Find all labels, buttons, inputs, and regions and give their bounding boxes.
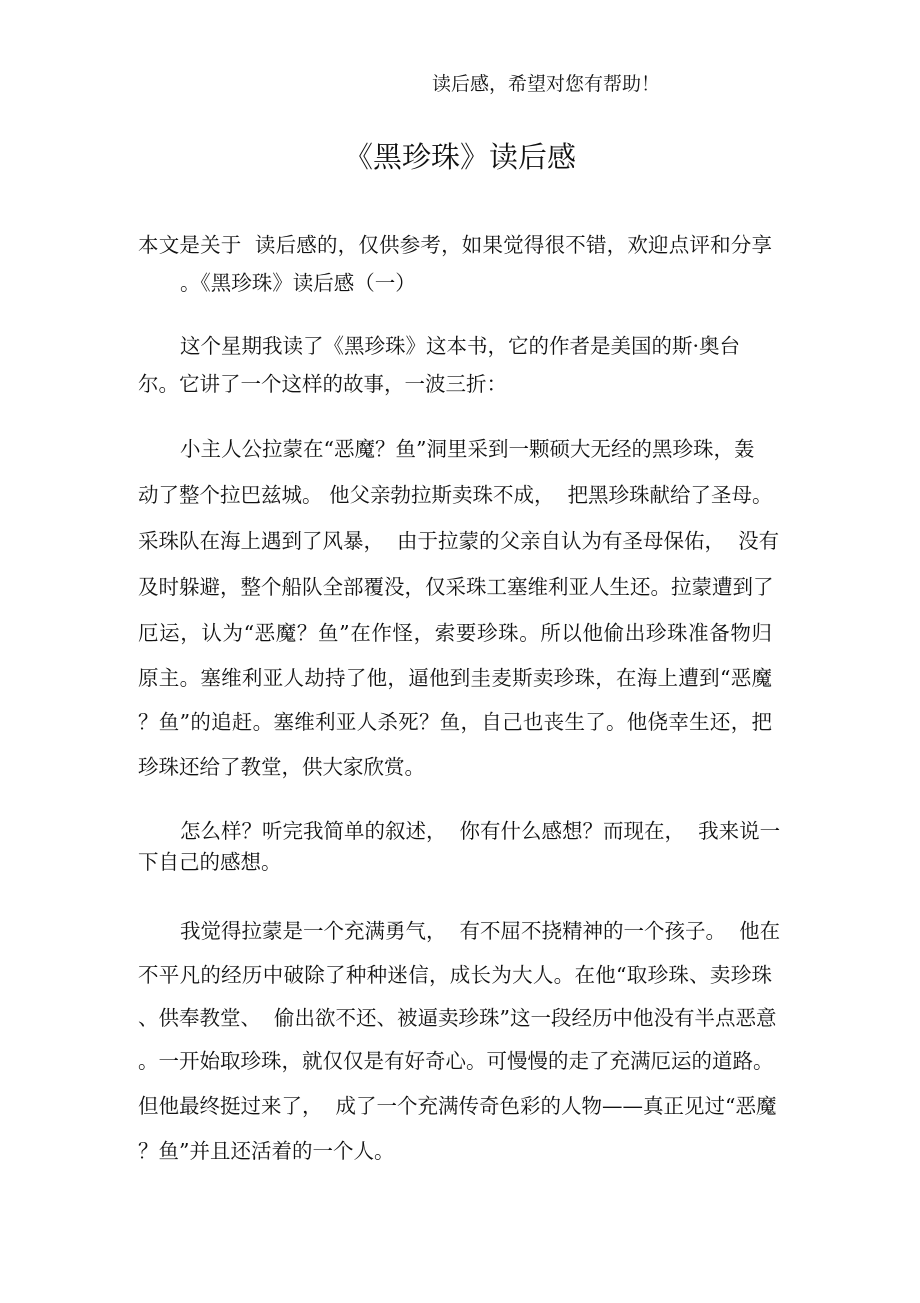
text-line: 。《黑珍珠》读后感（一） bbox=[180, 271, 416, 295]
text-line: 、供奉教堂、 偷出欲不还、被逼卖珍珠”这一段经历中他没有半点恶意 bbox=[138, 1006, 777, 1030]
text-line: 但他最终挺过来了， 成了一个充满传奇色彩的人物——真正见过“恶魔 bbox=[138, 1094, 777, 1118]
text-line: 我觉得拉蒙是一个充满勇气， 有不屈不挠精神的一个孩子。 他在 bbox=[180, 919, 781, 943]
text-line: ？鱼”的追赶。塞维利亚人杀死？鱼，自己也丧生了。他侥幸生还，把 bbox=[138, 710, 772, 734]
text-line: 这个星期我读了《黑珍珠》这本书，它的作者是美国的斯·奥台 bbox=[180, 334, 741, 358]
text-line: 厄运，认为“恶魔？鱼”在作怪，索要珍珠。所以他偷出珍珠准备物归 bbox=[138, 621, 772, 645]
text-line: 珍珠还给了教堂，供大家欣赏。 bbox=[138, 755, 425, 779]
text-line: 原主。塞维利亚人劫持了他，逼他到圭麦斯卖珍珠，在海上遭到“恶魔 bbox=[138, 666, 772, 690]
page-header: 读后感，希望对您有帮助！ bbox=[432, 73, 661, 95]
text-line: 及时躲避，整个船队全部覆没，仅采珠工塞维利亚人生还。拉蒙遭到了 bbox=[138, 575, 774, 599]
text-line: 怎么样？听完我简单的叙述， 你有什么感想？而现在， 我来说一 bbox=[180, 819, 781, 843]
document-title: 《黑珍珠》读后感 bbox=[343, 140, 576, 174]
text-line: 下自己的感想。 bbox=[138, 850, 282, 874]
text-line: 采珠队在海上遇到了风暴， 由于拉蒙的父亲自认为有圣母保佑， 没有 bbox=[138, 529, 780, 553]
text-line: 尔。它讲了一个这样的故事，一波三折： bbox=[138, 372, 507, 396]
text-line: 小主人公拉蒙在“恶魔？鱼”洞里采到一颗硕大无经的黑珍珠，轰 bbox=[180, 437, 755, 461]
text-line: 本文是关于 读后感的，仅供参考，如果觉得很不错，欢迎点评和分享 bbox=[138, 233, 772, 257]
text-line: ？鱼”并且还活着的一个人。 bbox=[138, 1139, 395, 1163]
text-line: 不平凡的经历中破除了种种迷信，成长为大人。在他“取珍珠、卖珍珠 bbox=[138, 963, 772, 987]
text-line: 。一开始取珍珠，就仅仅是有好奇心。可慢慢的走了充满厄运的道路。 bbox=[138, 1049, 774, 1073]
text-line: 动了整个拉巴兹城。 他父亲勃拉斯卖珠不成， 把黑珍珠献给了圣母。 bbox=[138, 483, 773, 507]
